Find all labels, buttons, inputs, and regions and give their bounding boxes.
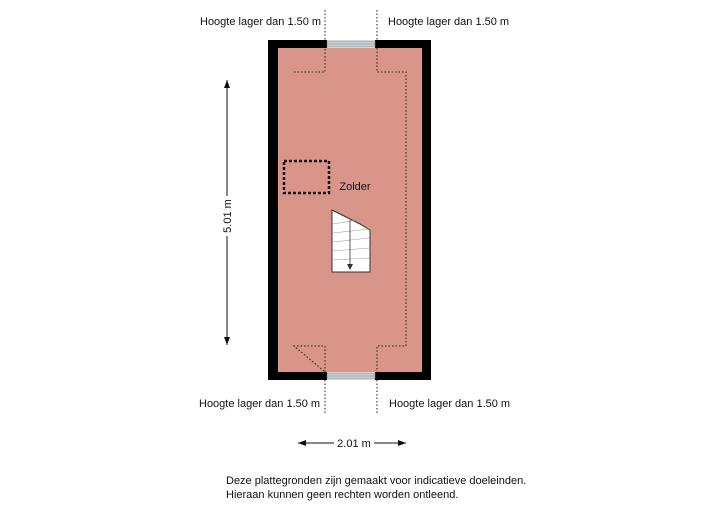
window-bottom: [327, 372, 375, 380]
floor-area: [278, 48, 422, 372]
width-dimension-label: 2.01 m: [337, 438, 371, 450]
disclaimer: [226, 475, 526, 502]
height-dimension-label: 5.01 m: [222, 199, 234, 233]
height-note-top-left: Hoogte lager dan 1.50 m: [200, 16, 322, 28]
height-note-bottom-right: Hoogte lager dan 1.50 m: [389, 398, 511, 410]
disclaimer-line-1: Deze plattegronden zijn gemaakt voor indicatieve doeleinden.: [226, 475, 527, 487]
disclaimer-line-2: Hieraan kunnen geen rechten worden ontleend.: [226, 488, 459, 501]
window-top: [327, 40, 375, 48]
height-note-top-right: Hoogte lager dan 1.50 m: [388, 16, 510, 28]
height-note-bottom-left: Hoogte lager dan 1.50 m: [199, 398, 321, 410]
room-label: Zolder: [339, 181, 371, 193]
